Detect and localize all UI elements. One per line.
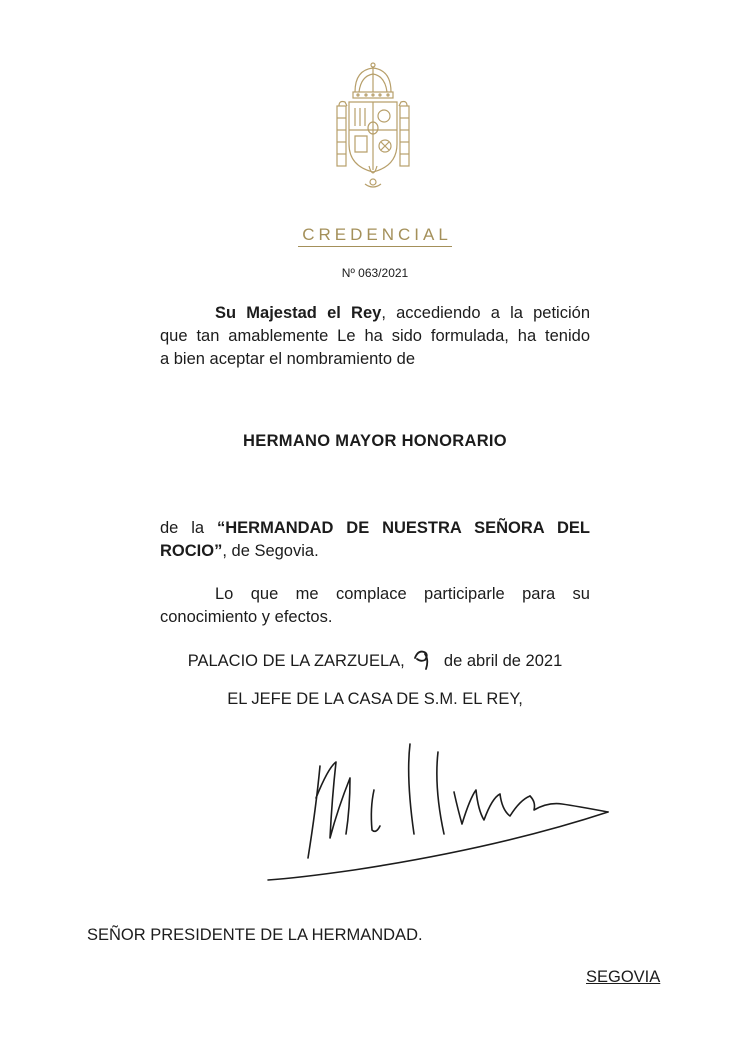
brotherhood-prefix: de la	[160, 519, 217, 537]
handwritten-signature	[258, 738, 620, 888]
handwritten-day	[409, 648, 439, 670]
opening-line-1	[160, 302, 590, 325]
royal-coat-of-arms-icon	[325, 62, 421, 192]
place-and-date	[0, 648, 750, 671]
brotherhood-name-2: ROCIO”	[160, 542, 223, 560]
closing-line-1: Lo que me complace participarle para su	[215, 585, 590, 603]
appointment-title: HERMANO MAYOR HONORARIO	[243, 432, 507, 450]
document-number: Nº 063/2021	[341, 266, 409, 280]
brotherhood-paragraph	[160, 517, 590, 563]
lead-subject: Su Majestad el Rey	[215, 304, 382, 322]
recipient-city: SEGOVIA	[586, 968, 661, 986]
opening-line-3: a bien aceptar el nombramiento de	[160, 350, 415, 368]
heading-text: CREDENCIAL	[298, 225, 452, 247]
brotherhood-name-1: “HERMANDAD DE NUESTRA SEÑORA DEL	[216, 519, 590, 537]
recipient-line: SEÑOR PRESIDENTE DE LA HERMANDAD.	[87, 926, 423, 944]
signatory-title: EL JEFE DE LA CASA DE S.M. EL REY,	[227, 690, 523, 708]
closing-line-2: conocimiento y efectos.	[160, 608, 333, 626]
opening-line-2: que tan amablemente Le ha sido formulada, ha tenido	[160, 327, 590, 345]
place: PALACIO DE LA ZARZUELA,	[187, 652, 405, 670]
opening-paragraph	[160, 302, 590, 371]
date-rest: de abril de 2021	[443, 652, 563, 670]
brotherhood-line-1	[160, 517, 590, 540]
brotherhood-suffix: , de Segovia.	[222, 542, 319, 560]
document-heading	[0, 225, 750, 247]
closing-paragraph	[160, 583, 590, 629]
opening-line-1-rest: , accediendo a la petición	[381, 304, 590, 322]
brotherhood-line-2	[160, 540, 590, 563]
